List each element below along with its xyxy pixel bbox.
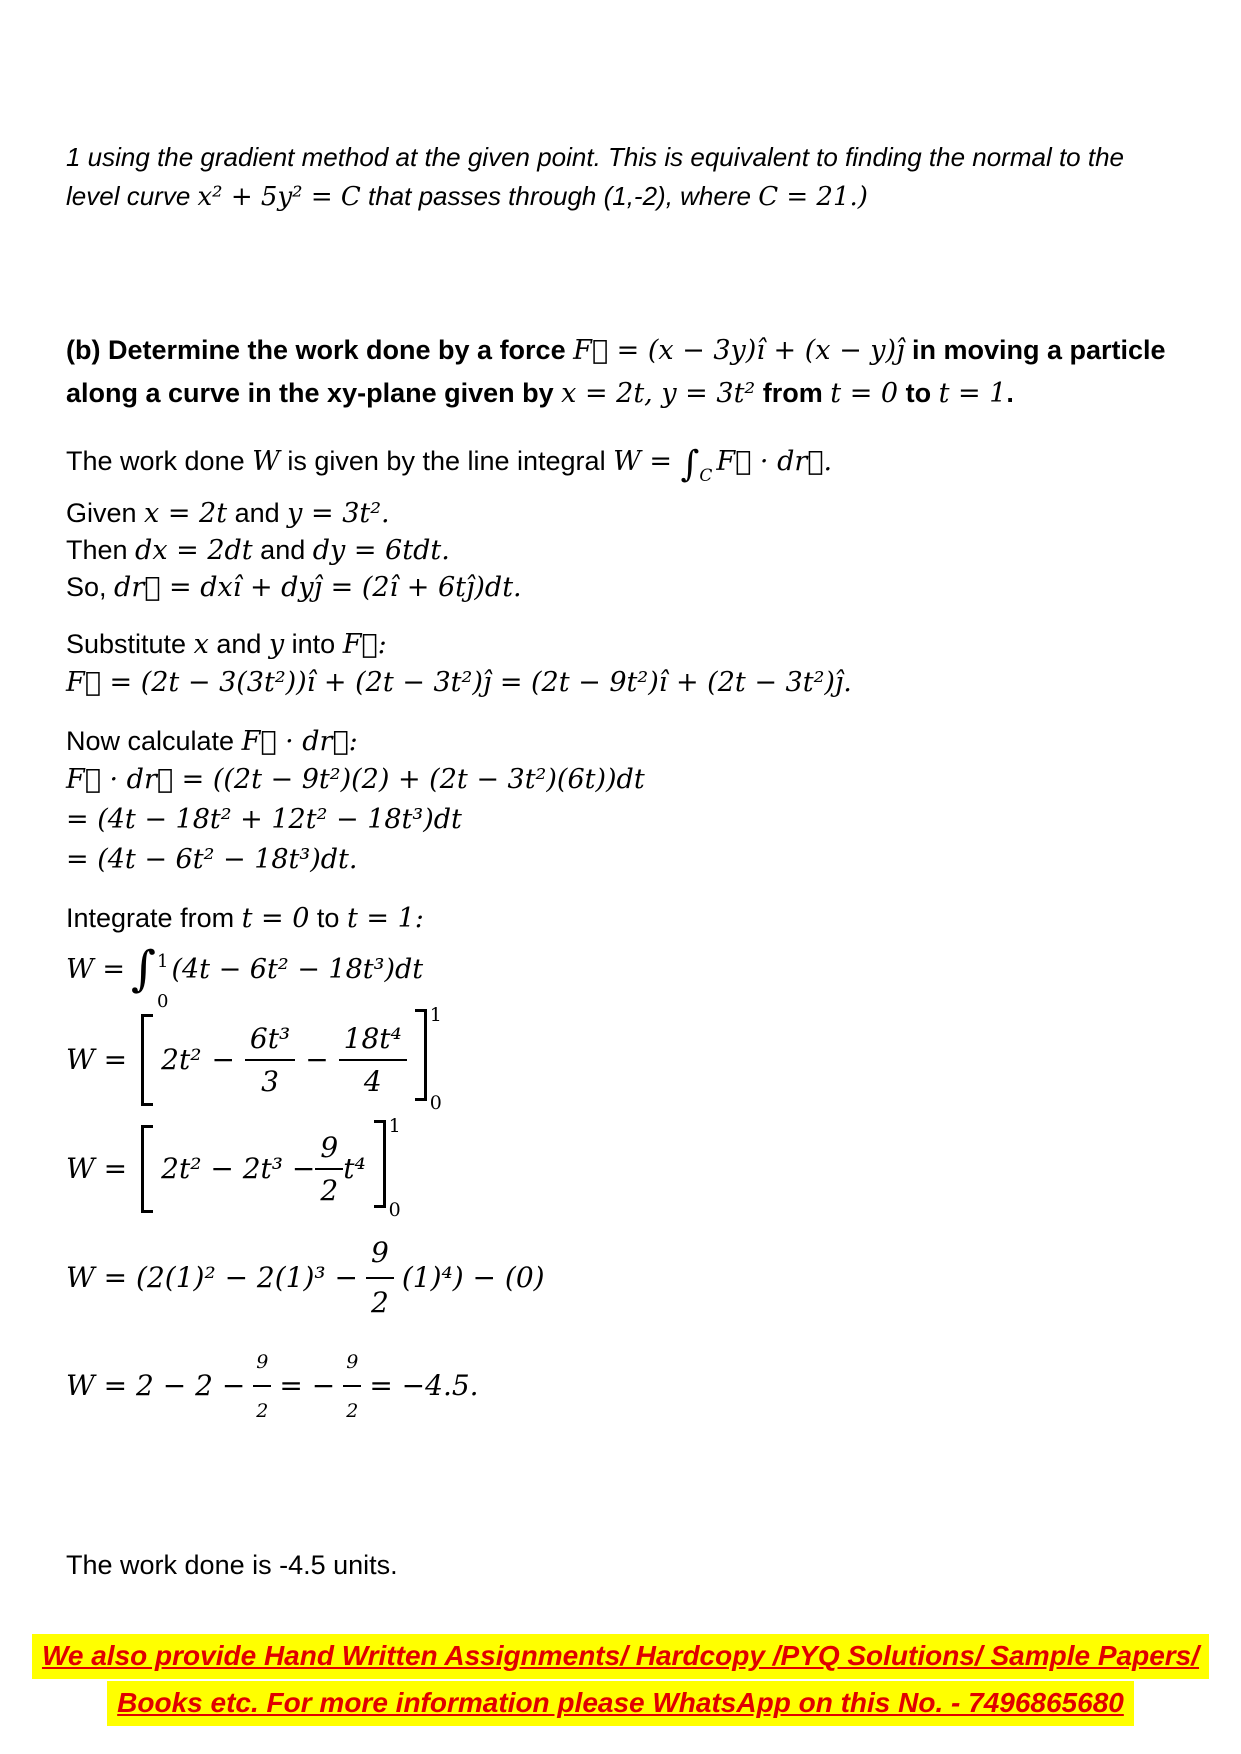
fraction-denominator: 2	[320, 1173, 339, 1207]
intro-line-1	[66, 138, 1176, 177]
equation-f-substituted: F⃗ = (2t − 3(3t²))î + (2t − 3t²)ĵ = (2t − 9t²)î + (2t − 3t²)ĵ.	[66, 667, 852, 698]
bracket-open	[141, 1125, 153, 1213]
body-text: Substitute	[66, 629, 194, 659]
fraction-denominator: 3	[261, 1064, 279, 1098]
fraction-numerator: 9	[253, 1340, 271, 1387]
math-term: W = (2(1)² − 2(1)³ −	[66, 1261, 358, 1294]
footer-highlight-text: Books etc. For more information please WhatsApp on this No. - 7496865680	[107, 1681, 1134, 1726]
fraction	[339, 1020, 407, 1100]
integration-paragraph	[66, 900, 1176, 1432]
body-text: The work done	[66, 446, 253, 476]
fraction	[253, 1340, 271, 1433]
integral-limits	[156, 942, 169, 1012]
fraction-numerator: 6t³	[245, 1020, 295, 1061]
fraction	[245, 1020, 295, 1100]
equation-fdr-3: = (4t − 6t² − 18t³)dt.	[66, 844, 358, 875]
fraction-numerator: 9	[315, 1129, 343, 1170]
equation-fdr-2: = (4t − 18t² + 12t² − 18t³)dt	[66, 804, 462, 835]
math-term: 2t² − 2t³ −	[161, 1152, 316, 1185]
integrate-line	[66, 900, 1176, 937]
substitute-line	[66, 626, 1176, 663]
fraction-numerator: 9	[366, 1231, 394, 1279]
body-text: Now calculate	[66, 726, 242, 756]
bracket-close	[374, 1120, 386, 1208]
body-text: and	[208, 629, 269, 659]
fraction-denominator: 4	[363, 1064, 382, 1098]
math-integrand: (4t − 6t² − 18t³)dt	[171, 954, 424, 985]
dot-product-paragraph	[66, 723, 1176, 880]
math-f-dot-dr-label: F⃗ · dr⃗:	[241, 726, 358, 757]
integral-upper-limit: 1	[156, 951, 169, 972]
math-w-eq: W =	[613, 446, 681, 477]
conclusion-text: The work done is -4.5 units.	[66, 1550, 398, 1580]
math-y-3t2: y = 3t².	[287, 498, 390, 529]
heading-text: (b) Determine the work done by a force	[66, 335, 574, 365]
footer-line-1	[0, 1634, 1241, 1681]
math-t0: t = 0	[830, 378, 899, 409]
heading-line-1	[66, 329, 1176, 372]
math-x: x	[193, 629, 209, 660]
heading-line-2	[66, 372, 1176, 415]
heading-text: to	[898, 378, 939, 408]
equation-w-integral	[66, 941, 1176, 1012]
intro-text: 1 using the gradient method at the given point. This is equivalent to finding the normal to the	[66, 142, 1125, 172]
math-term: W = 2 − 2 −	[66, 1368, 246, 1402]
math-x-2t: x = 2t	[144, 498, 228, 529]
then-line	[66, 532, 1176, 569]
heading-text: from	[755, 378, 831, 408]
math-w-eq: W =	[66, 1152, 128, 1185]
math-f-dot-dr: F⃗ · dr⃗.	[716, 446, 833, 477]
question-b-heading	[66, 329, 1176, 415]
heading-text: .	[1006, 378, 1014, 408]
integral-lower-limit: 0	[156, 991, 169, 1012]
body-text: to	[309, 903, 347, 933]
math-term: = −	[279, 1368, 336, 1402]
so-line	[66, 569, 1176, 606]
substitute-paragraph	[66, 626, 1176, 703]
bracket-open	[141, 1014, 153, 1106]
bracket-close-with-limits	[407, 1004, 442, 1114]
fraction-numerator: 18t⁴	[339, 1020, 407, 1061]
math-dx: dx = 2dt	[135, 535, 253, 566]
integral-sign: ∫	[130, 941, 156, 998]
body-text: into	[284, 629, 343, 659]
given-line	[66, 495, 1176, 532]
work-integral-paragraph	[66, 443, 1176, 606]
footer-highlight-text: We also provide Hand Written Assignments/ Hardcopy /PYQ Solutions/ Sample Papers/	[32, 1634, 1209, 1679]
footer-line-2	[0, 1681, 1241, 1728]
body-text: and	[252, 535, 313, 565]
integral-sign: ∫	[680, 444, 700, 485]
conclusion-line	[66, 1550, 1176, 1581]
body-text: So,	[66, 572, 115, 602]
fraction-denominator: 2	[346, 1400, 359, 1422]
math-t0: t = 0	[241, 903, 310, 934]
math-t1: t = 1	[938, 378, 1007, 409]
math-level-curve: x² + 5y² = C	[197, 182, 361, 212]
fraction	[315, 1129, 343, 1209]
math-term: 2t²	[161, 1043, 202, 1076]
math-f-vector: F⃗:	[342, 629, 387, 660]
body-text: Then	[66, 535, 136, 565]
evaluation-lower-limit: 0	[388, 1199, 401, 1221]
body-text: is given by the line integral	[279, 446, 614, 476]
intro-text: level curve	[66, 181, 198, 211]
evaluation-upper-limit: 1	[388, 1115, 401, 1137]
math-dy: dy = 6tdt.	[312, 535, 450, 566]
body-text: and	[227, 498, 288, 528]
fraction	[343, 1340, 361, 1433]
math-c-value: C = 21.)	[758, 182, 868, 212]
math-dr-vector: dr⃗ = dxî + dyĵ = (2î + 6tĵ)dt.	[114, 572, 522, 603]
equation-fdr-1: F⃗ · dr⃗ = ((2t − 9t²)(2) + (2t − 3t²)(6t))dt	[66, 764, 645, 795]
fraction	[366, 1231, 394, 1325]
heading-text: in moving a particle	[904, 335, 1166, 365]
math-force-vector: F⃗ = (x − 3y)î + (x − y)ĵ	[573, 335, 905, 366]
evaluation-upper-limit: 1	[429, 1004, 442, 1026]
math-parametric: x = 2t, y = 3t²	[561, 378, 756, 409]
bracket-close	[415, 1009, 427, 1101]
fraction-numerator: 9	[343, 1340, 361, 1387]
minus-sign: −	[211, 1043, 235, 1076]
equation-final-value	[66, 1339, 1176, 1432]
math-term: (1)⁴) − (0)	[401, 1261, 545, 1294]
fraction-denominator: 2	[371, 1286, 389, 1319]
math-term: = −4.5.	[369, 1368, 479, 1402]
body-text: Integrate from	[66, 903, 242, 933]
math-w-eq: W =	[66, 954, 125, 985]
evaluation-lower-limit: 0	[429, 1092, 442, 1114]
minus-sign: −	[305, 1043, 329, 1076]
body-text: Given	[66, 498, 145, 528]
promo-footer	[0, 1634, 1241, 1728]
equation-evaluated	[66, 1231, 1176, 1325]
integral-subscript-c: C	[699, 466, 713, 486]
document-content	[66, 138, 1176, 1581]
equation-antiderivative	[66, 1004, 1176, 1114]
math-w: W	[252, 446, 280, 477]
math-y: y	[268, 629, 285, 660]
heading-text: along a curve in the xy-plane given by	[66, 378, 562, 408]
fraction-denominator: 2	[256, 1400, 269, 1422]
math-w-eq: W =	[66, 1043, 128, 1076]
intro-text: that passes through (1,-2), where	[360, 181, 759, 211]
math-term: t⁴	[343, 1152, 366, 1185]
math-t1: t = 1:	[346, 903, 424, 934]
work-definition-line	[66, 443, 1176, 495]
bracket-close-with-limits	[366, 1115, 401, 1221]
intro-line-2	[66, 177, 1176, 217]
intro-paragraph	[66, 138, 1176, 217]
now-calculate-line	[66, 723, 1176, 760]
equation-simplified-antiderivative	[66, 1115, 1176, 1221]
